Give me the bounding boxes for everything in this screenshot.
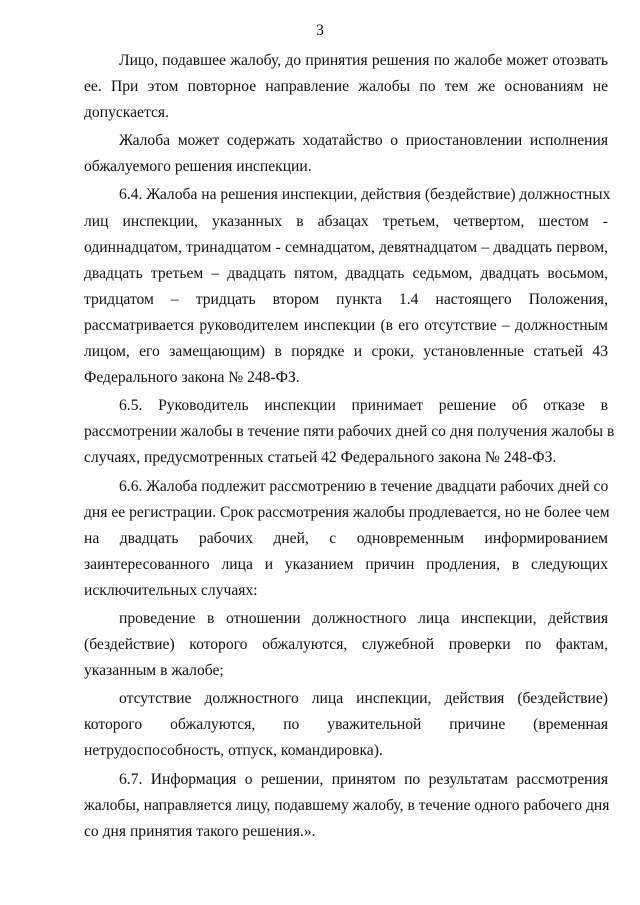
text-line: лиц инспекции, указанных в абзацах третьем, четвертом, шестом - (84, 212, 608, 230)
text-line: жалобы, направляется лицу, подавшему жалобу, в течение одного рабочего дня (84, 796, 610, 814)
text-line: на двадцать рабочих дней, с одновременным информированием (84, 529, 608, 547)
text-line: 6.7. Информация о решении, принятом по результатам рассмотрения (119, 770, 608, 788)
paragraph-case-1 (84, 606, 608, 684)
paragraph-withdraw (84, 48, 608, 126)
text-line: двадцать третьем – двадцать пятом, двадцать седьмом, двадцать восьмом, (84, 264, 608, 282)
text-line: указанным в жалобе; (84, 662, 224, 680)
text-line: допускается. (84, 104, 169, 122)
text-line: рассмотрении жалобы в течение пяти рабочих дней со дня получения жалобы в (84, 423, 615, 441)
text-line: исключительных случаях: (84, 581, 258, 599)
paragraph-case-2 (84, 686, 608, 764)
paragraph-p6-7 (84, 767, 608, 845)
text-line: которого обжалуются, по уважительной причине (временная (84, 716, 608, 734)
text-line: проведение в отношении должностного лица инспекции, действия (119, 609, 608, 627)
text-line: со дня принятия такого решения.». (84, 822, 316, 840)
text-line: обжалуемого решения инспекции. (84, 158, 312, 176)
text-line: отсутствие должностного лица инспекции, действия (бездействие) (119, 690, 608, 708)
text-line: 6.6. Жалоба подлежит рассмотрению в течение двадцати рабочих дней со (119, 477, 609, 495)
text-line: 6.5. Руководитель инспекции принимает решение об отказе в (119, 397, 608, 415)
text-line: Жалоба может содержать ходатайство о приостановлении исполнения (119, 132, 608, 150)
text-line: (бездействие) которого обжалуются, служебной проверки по фактам, (84, 636, 608, 654)
text-line: тридцатом – тридцать втором пункта 1.4 настоящего Положения, (84, 290, 608, 308)
text-line: лицом, его замещающим) в порядке и сроки, установленные статьей 43 (84, 343, 608, 361)
paragraph-p6-6 (84, 474, 608, 604)
text-line: ее. При этом повторное направление жалобы по тем же основаниям не (84, 78, 608, 96)
text-line: одиннадцатом, тринадцатом - семнадцатом, девятнадцатом – двадцать первом, (84, 238, 608, 256)
text-line: Лицо, подавшее жалобу, до принятия решения по жалобе может отозвать (119, 52, 608, 69)
text-line: Федерального закона № 248-ФЗ. (84, 369, 300, 387)
page-number: 3 (316, 22, 324, 39)
text-line: дня ее регистрации. Срок рассмотрения жалобы продлевается, но не более чем (84, 503, 610, 521)
text-line: нетрудоспособность, отпуск, командировка). (84, 742, 383, 760)
text-line: рассматривается руководителем инспекции (в его отсутствие – должностным (84, 316, 608, 334)
paragraph-p6-4 (84, 182, 611, 391)
text-line: случаях, предусмотренных статьей 42 Федерального закона № 248-ФЗ. (84, 449, 557, 467)
text-line: 6.4. Жалоба на решения инспекции, действия (бездействие) должностных (119, 186, 611, 204)
document-body (84, 48, 615, 845)
text-line: заинтересованного лица и указанием причин продления, в следующих (84, 555, 608, 573)
paragraph-p6-5 (84, 393, 615, 471)
paragraph-suspension (84, 128, 608, 180)
